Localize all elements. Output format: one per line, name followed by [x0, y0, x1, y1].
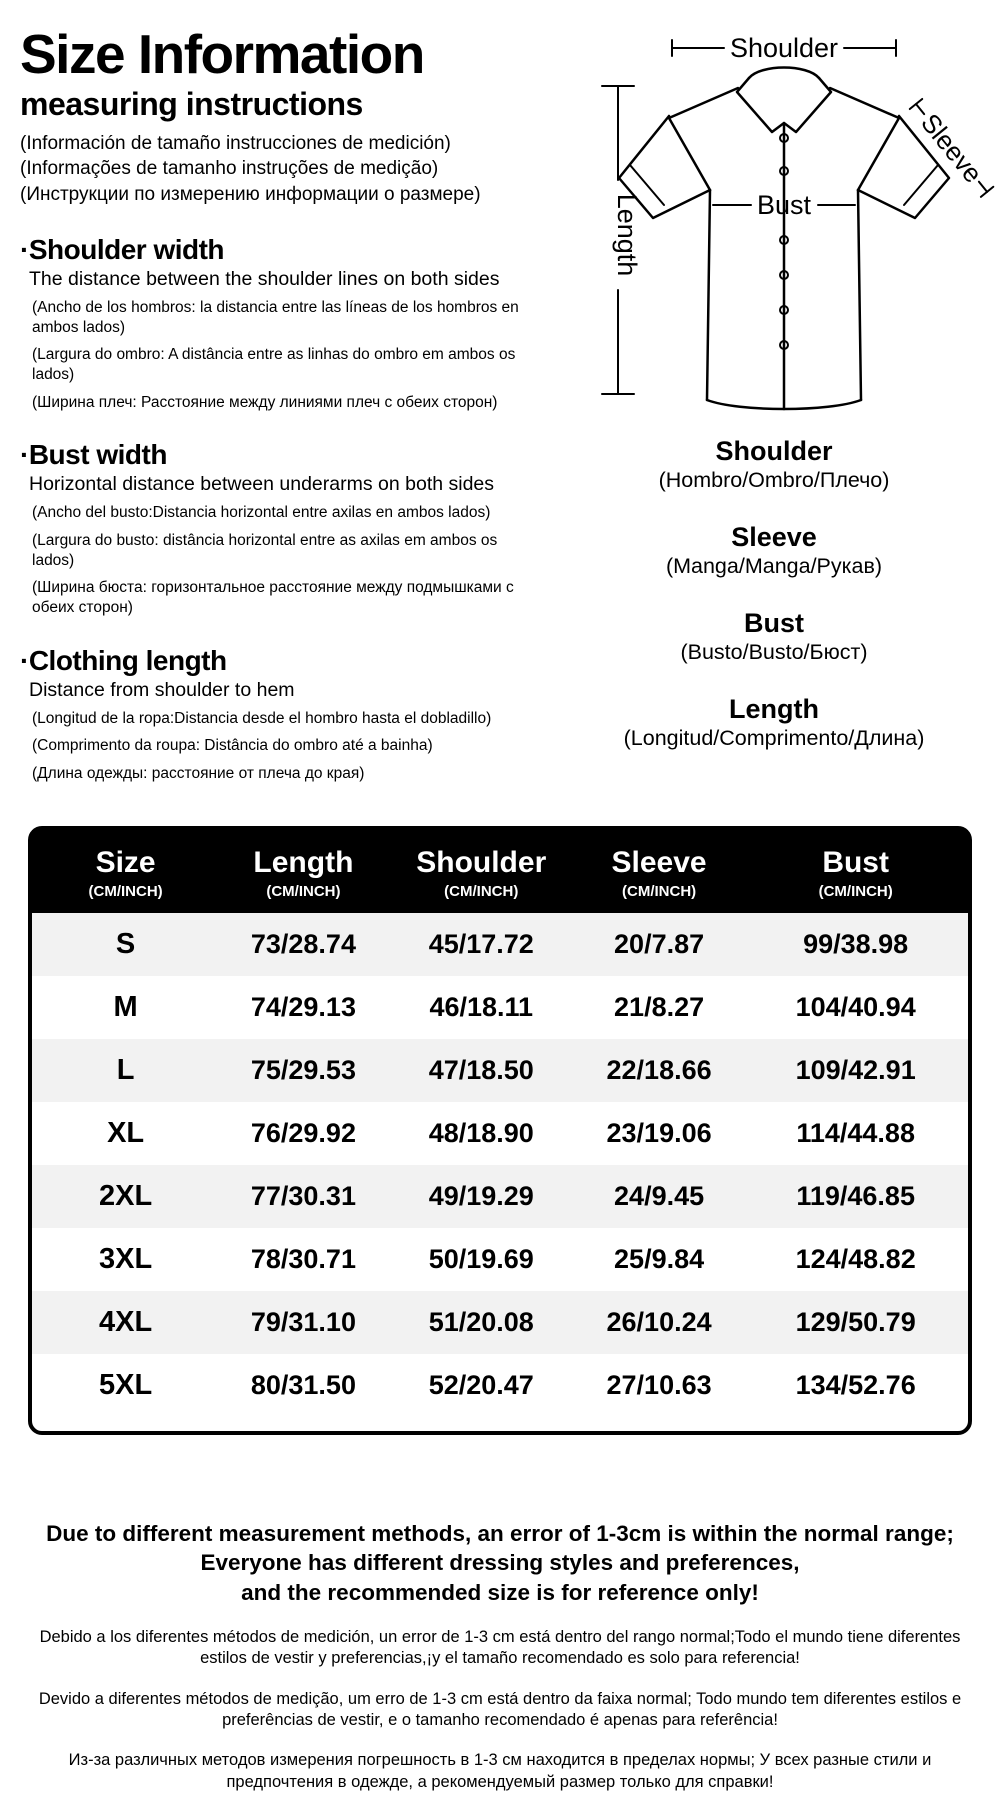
table-row: [32, 913, 968, 976]
legend-translation: (Hombro/Ombro/Плечо): [658, 468, 890, 492]
cell-sleeve: 21/8.27: [614, 991, 705, 1022]
cell-size: M: [113, 990, 138, 1023]
shirt-illustration: [552, 28, 997, 418]
section-heading: [20, 439, 548, 471]
cell-length: 79/31.10: [250, 1306, 356, 1337]
cell-shoulder: 49/19.29: [428, 1180, 534, 1211]
size-chart: [28, 826, 972, 1435]
cell-size: 2XL: [99, 1179, 153, 1212]
section-translation-pt: (Largura do ombro: A distância entre as linhas do ombro em ambos os lados): [32, 346, 516, 383]
section-translation-ru: (Ширина бюста: горизонтальное расстояние между подмышками с обеих сторон): [32, 579, 514, 616]
legend-translation: (Manga/Manga/Рукав): [665, 554, 883, 578]
cell-length: 74/29.13: [250, 991, 356, 1022]
section-bullet: ·: [20, 439, 29, 471]
cell-length: 75/29.53: [250, 1054, 356, 1085]
legend-label: Sleeve: [731, 522, 817, 552]
legend-item-shoulder: [548, 436, 1000, 493]
legend-label: Bust: [744, 608, 804, 638]
legend-translation: (Longitud/Comprimento/Длина): [623, 726, 925, 750]
column-header-shoulder: Shoulder (CM/INCH): [416, 845, 547, 900]
sleeve-measure-bracket: [904, 95, 998, 202]
cell-bust: 129/50.79: [795, 1306, 916, 1337]
cell-length: 76/29.92: [250, 1117, 356, 1148]
diagram-column: [548, 26, 1000, 792]
size-table-header-row: [32, 830, 968, 913]
table-row: [32, 1354, 968, 1417]
section-translation-pt: (Comprimento da roupa: Distância do ombro até a bainha): [32, 737, 433, 755]
section-clothing-length: [20, 645, 548, 784]
table-row: [32, 1291, 968, 1354]
cell-length: 80/31.50: [250, 1369, 356, 1400]
section-description: Horizontal distance between underarms on both sides: [29, 473, 495, 496]
cell-size: 4XL: [99, 1305, 153, 1338]
cell-sleeve: 23/19.06: [606, 1117, 712, 1148]
cell-bust: 99/38.98: [803, 928, 909, 959]
cell-sleeve: 24/9.45: [614, 1180, 705, 1211]
cell-bust: 124/48.82: [795, 1243, 916, 1274]
cell-shoulder: 45/17.72: [428, 928, 534, 959]
column-header-bust: Bust (CM/INCH): [818, 845, 893, 900]
cell-bust: 119/46.85: [796, 1180, 915, 1211]
table-row: [32, 1102, 968, 1165]
disclaimer-en: [0, 1519, 1000, 1608]
section-translation-pt: (Largura do busto: distância horizontal entre as axilas em ambos os lados): [32, 531, 498, 569]
cell-shoulder: 48/18.90: [428, 1117, 534, 1148]
disclaimer-es: Debido a los diferentes métodos de medición, un error de 1-3 cm está dentro del rango normal;Todo el mundo tiene diferentes estilos de vestir y preferencias,¡y el tamaño recomendado es solo para referencia!: [39, 1627, 961, 1668]
diagram-bust-label: Bust: [756, 190, 811, 220]
table-row: [32, 1228, 968, 1291]
section-bullet: ·: [20, 644, 29, 676]
column-header-sleeve: Sleeve (CM/INCH): [611, 845, 707, 900]
section-title: Bust width: [28, 439, 167, 471]
diagram-legend: [548, 436, 1000, 751]
cell-length: 73/28.74: [250, 928, 356, 959]
table-row: [32, 1039, 968, 1102]
cell-size: XL: [107, 1116, 145, 1149]
legend-label: Length: [729, 694, 819, 724]
cell-sleeve: 26/10.24: [606, 1306, 712, 1337]
shirt-collar: [749, 68, 819, 79]
section-translation-es: (Ancho del busto:Distancia horizontal entre axilas en ambos lados): [32, 504, 491, 522]
legend-item-sleeve: [548, 522, 1000, 579]
disclaimer-ru: Из-за различных методов измерения погрешность в 1-3 см находится в пределах нормы; У всех разные стили и предпочтения в одежде, а рекомендуемый размер только для справки!: [68, 1751, 932, 1791]
cell-length: 78/30.71: [250, 1243, 356, 1274]
cell-size: 3XL: [99, 1242, 153, 1275]
cell-sleeve: 20/7.87: [614, 928, 705, 959]
cell-shoulder: 46/18.11: [429, 991, 534, 1022]
instructions-column: [20, 23, 548, 792]
section-translation-es: (Ancho de los hombros: la distancia entre las líneas de los hombros en ambos lados): [32, 298, 519, 336]
cell-sleeve: 22/18.66: [606, 1054, 712, 1085]
title-translation-pt: (Informações de tamanho instruções de medição): [20, 158, 439, 180]
diagram-sleeve-label: Sleeve: [914, 107, 988, 189]
diagram-shoulder-label: Shoulder: [729, 33, 838, 63]
cell-shoulder: 47/18.50: [428, 1054, 534, 1085]
cell-bust: 104/40.94: [795, 991, 916, 1022]
cell-sleeve: 25/9.84: [614, 1243, 705, 1274]
title-translation-ru: (Инструкции по измерению информации о размере): [20, 183, 481, 205]
section-translation-es: (Longitud de la ropa:Distancia desde el hombro hasta el dobladillo): [32, 709, 492, 727]
section-heading: [20, 645, 548, 677]
cell-shoulder: 50/19.69: [428, 1243, 534, 1274]
column-header-length: Length (CM/INCH): [253, 845, 354, 900]
top-area: [0, 0, 1000, 792]
table-row: [32, 1165, 968, 1228]
section-description: Distance from shoulder to hem: [29, 678, 295, 701]
size-table: [32, 830, 968, 1417]
diagram-length-label: Length: [611, 193, 642, 277]
cell-bust: 134/52.76: [795, 1369, 916, 1400]
disclaimer-en-line1: Due to different measurement methods, an error of 1-3cm is within the normal range;: [46, 1520, 954, 1546]
legend-item-length: [548, 694, 1000, 751]
section-translation-ru: (Ширина плеч: Расстояние между линиями плеч с обеих сторон): [32, 393, 498, 411]
section-heading: [20, 234, 548, 266]
section-translation-ru: (Длина одежды: расстояние от плеча до края): [32, 764, 365, 782]
section-description: The distance between the shoulder lines on both sides: [29, 267, 500, 290]
section-bullet: ·: [20, 233, 29, 265]
section-title: Shoulder width: [28, 233, 225, 265]
page-subtitle: measuring instructions: [20, 86, 363, 123]
legend-item-bust: [548, 608, 1000, 665]
cell-bust: 114/44.88: [796, 1117, 915, 1148]
disclaimer-en-line3: and the recommended size is for reference only!: [241, 1580, 759, 1605]
cell-size: 5XL: [99, 1368, 153, 1401]
disclaimer: [0, 1519, 1000, 1793]
title-translation-es: (Información de tamaño instrucciones de medición): [20, 133, 451, 155]
table-row: [32, 976, 968, 1039]
legend-label: Shoulder: [715, 436, 833, 466]
section-title: Clothing length: [28, 644, 227, 676]
disclaimer-pt: Devido a diferentes métodos de medição, um erro de 1-3 cm está dentro da faixa normal; Todo mundo tem diferentes estilos e preferências de vestir, e o tamanho recomendado é apenas para referência!: [38, 1689, 962, 1729]
cell-bust: 109/42.91: [795, 1054, 916, 1085]
cell-shoulder: 51/20.08: [428, 1306, 534, 1337]
cell-shoulder: 52/20.47: [428, 1369, 534, 1400]
column-header-size: Size (CM/INCH): [88, 845, 163, 900]
cell-sleeve: 27/10.63: [606, 1369, 712, 1400]
cell-size: S: [115, 927, 136, 960]
cell-size: L: [116, 1053, 135, 1086]
cell-length: 77/30.31: [250, 1180, 356, 1211]
page-title: Size Information: [20, 23, 424, 85]
legend-translation: (Busto/Busto/Бюст): [680, 640, 868, 664]
section-shoulder-width: [20, 234, 548, 412]
disclaimer-en-line2: Everyone has different dressing styles and preferences,: [200, 1550, 800, 1576]
section-bust-width: [20, 439, 548, 617]
